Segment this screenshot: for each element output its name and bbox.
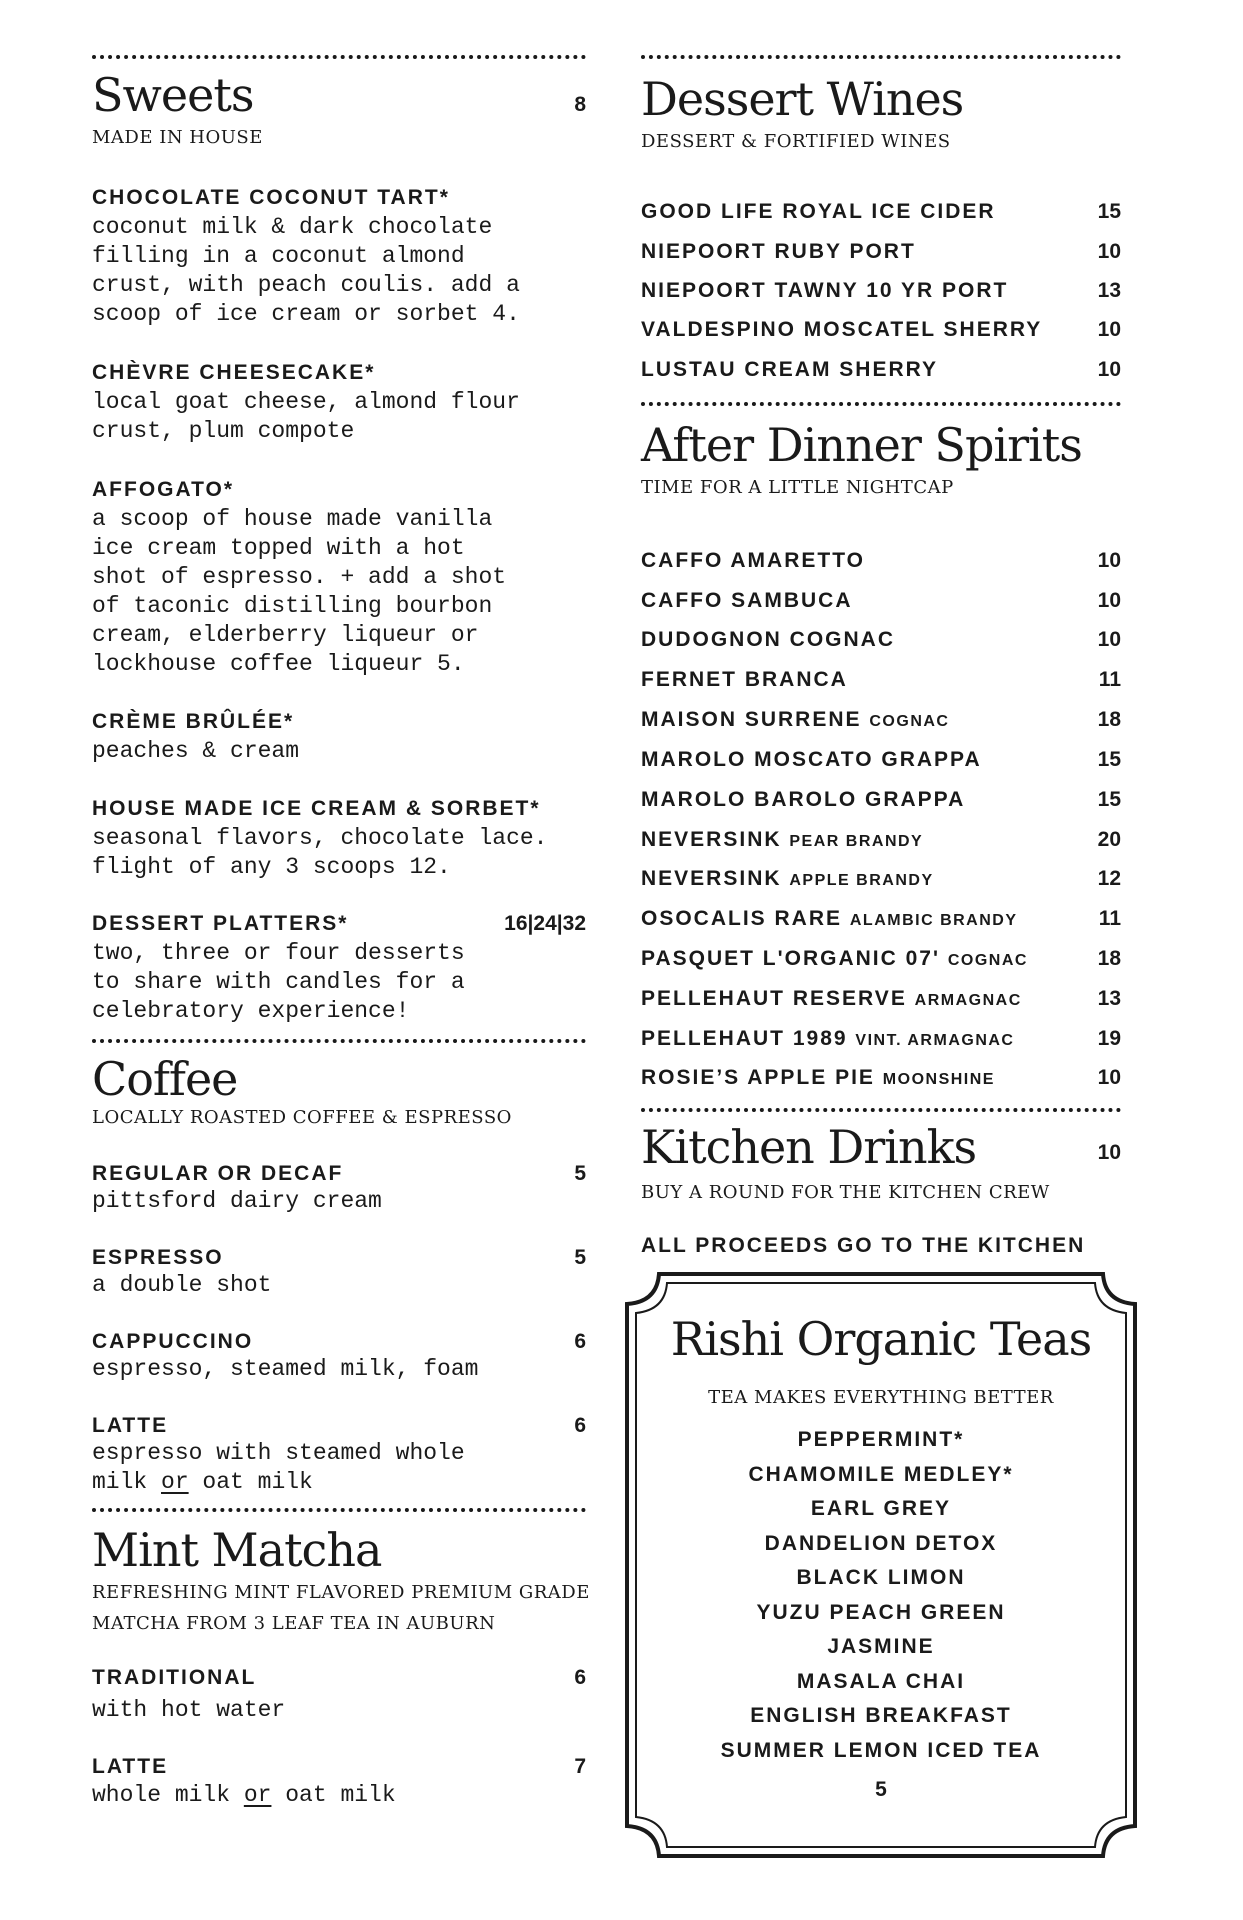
- dessert-wines-title: Dessert Wines: [641, 72, 964, 126]
- dotted-divider: [641, 55, 1121, 59]
- menu-item-name: PASQUET L'ORGANIC 07' COGNAC: [641, 947, 1028, 970]
- list-item: [641, 279, 1121, 307]
- list-item: DANDELION DETOX: [764, 1531, 998, 1555]
- menu-item-description: a scoop of house made vanilla ice cream topped with a hot shot of espresso. + add a shot of taconic distilling bourbon cream, elderberry liqueur or lockhouse coffee liqueur 5.: [92, 506, 507, 677]
- teas-title: Rishi Organic Teas: [670, 1312, 1092, 1366]
- list-item: [641, 200, 1121, 228]
- mint-matcha-subtitle: MATCHA FROM 3 LEAF TEA IN AUBURN: [92, 1613, 496, 1634]
- menu-item-price: 10: [1097, 628, 1121, 651]
- menu-item-description: a double shot: [92, 1272, 272, 1298]
- menu-item-name: DUDOGNON COGNAC: [641, 628, 895, 651]
- list-item: [641, 589, 1121, 617]
- menu-item-description: local goat cheese, almond flour crust, plum compote: [92, 389, 520, 444]
- kitchen-drinks-title: Kitchen Drinks: [641, 1120, 977, 1174]
- menu-item-name: ROSIE’S APPLE PIE MOONSHINE: [641, 1066, 995, 1089]
- list-item: [641, 318, 1121, 346]
- menu-item-name: PELLEHAUT RESERVE ARMAGNAC: [641, 987, 1022, 1010]
- teas-price: 5: [875, 1778, 887, 1801]
- menu-item-description: with hot water: [92, 1697, 286, 1723]
- menu-item-price: 11: [1098, 907, 1121, 930]
- menu-item-name: NEVERSINK PEAR BRANDY: [641, 828, 924, 851]
- mint-matcha-subtitle: REFRESHING MINT FLAVORED PREMIUM GRADE: [92, 1582, 590, 1603]
- menu-item-name: CHOCOLATE COCONUT TART*: [92, 186, 450, 209]
- menu-item-price: 15: [1097, 200, 1121, 223]
- list-item: MASALA CHAI: [796, 1669, 966, 1693]
- menu-item-description: two, three or four desserts to share with candles for a celebratory experience!: [92, 940, 465, 1024]
- menu-item-name: CAFFO AMARETTO: [641, 549, 865, 572]
- menu-item-price: 12: [1097, 867, 1121, 890]
- kitchen-drinks-price: 10: [1097, 1141, 1121, 1164]
- list-item: PEPPERMINT*: [797, 1428, 965, 1451]
- menu-item-name: TRADITIONAL: [92, 1666, 257, 1689]
- coffee-title: Coffee: [92, 1052, 238, 1106]
- menu-item-name: FERNET BRANCA: [641, 668, 848, 691]
- spirit-type: ALAMBIC BRANDY: [849, 912, 1018, 929]
- list-item: [641, 1027, 1121, 1055]
- menu-item-name: CAPPUCCINO: [92, 1330, 254, 1353]
- menu-item-price: 18: [1097, 708, 1121, 731]
- spirit-type: COGNAC: [869, 713, 950, 730]
- dotted-divider: [641, 1108, 1121, 1112]
- menu-item-name: NEVERSINK APPLE BRANDY: [641, 867, 934, 890]
- menu-item-name: VALDESPINO MOSCATEL SHERRY: [641, 318, 1043, 341]
- list-item: [641, 947, 1121, 975]
- list-item: [641, 748, 1121, 776]
- menu-item-price: 13: [1097, 279, 1121, 302]
- menu-item-name: MAROLO MOSCATO GRAPPA: [641, 748, 982, 771]
- menu-item-description: whole milk or oat milk: [92, 1782, 396, 1808]
- menu-item-description: espresso, steamed milk, foam: [92, 1356, 479, 1382]
- coffee-subtitle: LOCALLY ROASTED COFFEE & ESPRESSO: [92, 1107, 512, 1128]
- menu-item-description: espresso with steamed whole milk or oat milk: [92, 1440, 465, 1495]
- menu-item-description: coconut milk & dark chocolate filling in a coconut almond crust, with peach coulis. add a scoop of ice cream or sorbet 4.: [92, 214, 520, 327]
- menu-item-price: 20: [1097, 828, 1121, 851]
- menu-item-name: ESPRESSO: [92, 1246, 224, 1269]
- menu-item-name: GOOD LIFE ROYAL ICE CIDER: [641, 200, 996, 223]
- list-item: ENGLISH BREAKFAST: [750, 1704, 1012, 1727]
- list-item: [641, 788, 1121, 816]
- menu-item-price: 10: [1097, 318, 1121, 341]
- menu-item-name: CAFFO SAMBUCA: [641, 589, 853, 612]
- menu-item-name: CHÈVRE CHEESECAKE*: [92, 361, 376, 384]
- list-item: EARL GREY: [810, 1497, 952, 1520]
- list-item: [641, 987, 1121, 1015]
- list-item: CHAMOMILE MEDLEY*: [748, 1462, 1014, 1486]
- menu-item-name: LUSTAU CREAM SHERRY: [641, 358, 939, 381]
- menu-item-price: 7: [574, 1755, 586, 1778]
- menu-item-name: LATTE: [92, 1755, 169, 1778]
- list-item: [641, 867, 1121, 895]
- spirit-type: COGNAC: [947, 952, 1028, 969]
- spirit-type: APPLE BRANDY: [789, 872, 934, 889]
- menu-item-price: 10: [1097, 1066, 1121, 1089]
- list-item: [641, 1066, 1121, 1094]
- tea-list: [623, 1428, 1139, 1773]
- list-item: BLACK LIMON: [796, 1566, 966, 1589]
- dessert-wines-subtitle: DESSERT & FORTIFIED WINES: [641, 131, 951, 152]
- menu-item-price: 6: [574, 1666, 586, 1689]
- kitchen-drinks-note: ALL PROCEEDS GO TO THE KITCHEN: [641, 1234, 1086, 1257]
- dotted-divider: [92, 1508, 586, 1512]
- menu-item-price: 13: [1097, 987, 1121, 1010]
- dotted-divider: [641, 402, 1121, 406]
- mint-matcha-title: Mint Matcha: [92, 1523, 382, 1577]
- sweets-title: Sweets: [92, 68, 254, 122]
- menu-item-price: 5: [574, 1246, 586, 1269]
- menu-item-name: CRÈME BRÛLÉE*: [92, 710, 295, 733]
- spirit-type: ARMAGNAC: [914, 992, 1022, 1009]
- list-item: [641, 668, 1121, 696]
- menu-item-description: peaches & cream: [92, 738, 300, 764]
- menu-item-description: pittsford dairy cream: [92, 1188, 382, 1214]
- tea-box: [623, 1270, 1139, 1860]
- menu-item-name: MAROLO BAROLO GRAPPA: [641, 788, 966, 811]
- kitchen-drinks-subtitle: BUY A ROUND FOR THE KITCHEN CREW: [641, 1182, 1050, 1203]
- menu-item-price: 16|24|32: [504, 912, 586, 935]
- list-item: [641, 240, 1121, 268]
- menu-item-price: 10: [1097, 358, 1121, 381]
- list-item: [641, 907, 1121, 935]
- menu-item-description: seasonal flavors, chocolate lace. flight of any 3 scoops 12.: [92, 825, 548, 880]
- list-item: [641, 549, 1121, 577]
- teas-subtitle: TEA MAKES EVERYTHING BETTER: [708, 1387, 1054, 1408]
- menu-item-name: OSOCALIS RARE ALAMBIC BRANDY: [641, 907, 1018, 930]
- list-item: JASMINE: [827, 1635, 935, 1658]
- list-item: [641, 358, 1121, 386]
- list-item: SUMMER LEMON ICED TEA: [720, 1738, 1042, 1762]
- after-dinner-spirits-subtitle: TIME FOR A LITTLE NIGHTCAP: [641, 477, 954, 498]
- after-dinner-spirits-title: After Dinner Spirits: [641, 418, 1082, 472]
- menu-item-name: MAISON SURRENE COGNAC: [641, 708, 950, 731]
- menu-item-price: 5: [574, 1162, 586, 1185]
- sweets-subtitle: MADE IN HOUSE: [92, 127, 263, 148]
- menu-item-price: 15: [1097, 748, 1121, 771]
- menu-item-name: NIEPOORT TAWNY 10 YR PORT: [641, 279, 1009, 302]
- list-item: [641, 828, 1121, 856]
- sweets-price: 8: [574, 93, 586, 116]
- menu-item-price: 18: [1097, 947, 1121, 970]
- list-item: [641, 628, 1121, 656]
- menu-item-price: 15: [1097, 788, 1121, 811]
- dotted-divider: [92, 1039, 586, 1043]
- menu-item-price: 11: [1098, 668, 1121, 691]
- list-item: YUZU PEACH GREEN: [756, 1600, 1006, 1624]
- list-item: [641, 708, 1121, 736]
- spirit-type: VINT. ARMAGNAC: [855, 1032, 1015, 1049]
- menu-item-price: 6: [574, 1414, 586, 1437]
- menu-item-name: NIEPOORT RUBY PORT: [641, 240, 916, 263]
- menu-item-price: 10: [1097, 589, 1121, 612]
- menu-item-price: 6: [574, 1330, 586, 1353]
- dotted-divider: [92, 55, 586, 59]
- spirit-type: PEAR BRANDY: [789, 833, 924, 850]
- menu-item-name: HOUSE MADE ICE CREAM & SORBET*: [92, 797, 541, 820]
- spirit-type: MOONSHINE: [882, 1071, 995, 1088]
- menu-item-name: LATTE: [92, 1414, 169, 1437]
- menu-item-name: DESSERT PLATTERS*: [92, 912, 349, 935]
- menu-item-name: PELLEHAUT 1989 VINT. ARMAGNAC: [641, 1027, 1015, 1050]
- menu-item-price: 10: [1097, 549, 1121, 572]
- menu-item-name: REGULAR OR DECAF: [92, 1162, 344, 1185]
- menu-item-price: 10: [1097, 240, 1121, 263]
- menu-item-price: 19: [1097, 1027, 1121, 1050]
- menu-item-name: AFFOGATO*: [92, 478, 235, 501]
